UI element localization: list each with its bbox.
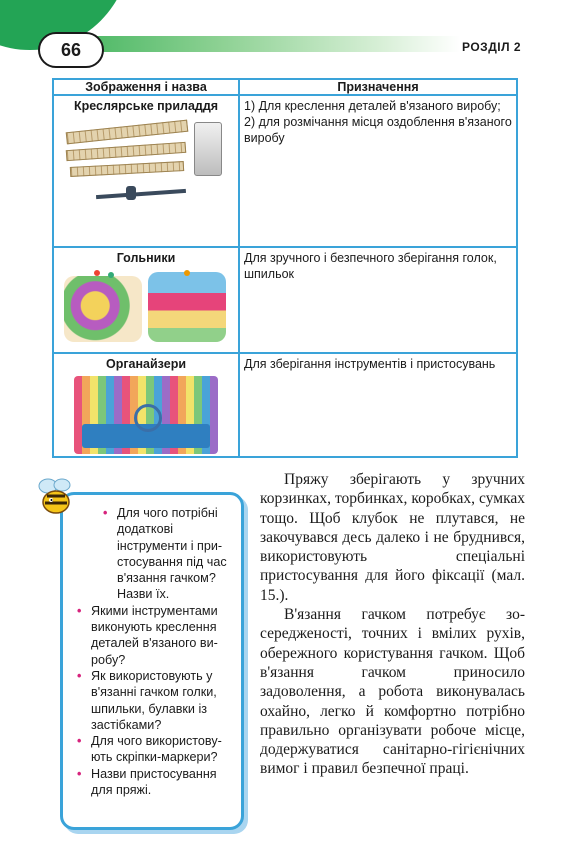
paragraph: Пряжу зберігають у зручних корзинках, торбинках, коробках, сумках тощо. Щоб клубок не плутався, не закочувався десь далеко і не бруднився, використовують спеціальні пристосування для його фіксації (мал. 15.). bbox=[260, 471, 525, 604]
tool-name: Гольники bbox=[116, 251, 176, 265]
purpose-text: Для зберігання інструментів і пристосувань bbox=[244, 357, 496, 371]
question-item: • Якими інструментами виконують креслення деталей в'язаного виробу? bbox=[77, 603, 233, 668]
section-label: РОЗДІЛ 2 bbox=[462, 40, 522, 54]
question-item: • Назви пристосування для пряжі. bbox=[77, 766, 233, 799]
body-text bbox=[260, 470, 525, 779]
pincushions-image bbox=[64, 270, 228, 348]
bee-icon bbox=[36, 476, 76, 516]
table-row bbox=[53, 95, 517, 247]
question-item: • Для чого потрібні додаткові інструменти і пристосування під час в'язання гачком? Назви їх. bbox=[77, 505, 233, 603]
question-item: • Для чого використовують скріпки-маркери? bbox=[77, 733, 233, 766]
tools-table bbox=[52, 78, 518, 458]
tool-name: Органайзери bbox=[105, 357, 187, 371]
table-row bbox=[53, 353, 517, 457]
tool-name: Креслярське приладдя bbox=[73, 99, 219, 113]
column-header: Зображення і назва bbox=[53, 79, 239, 95]
purpose-text: 1) Для креслення деталей в'язаного виробу; bbox=[244, 99, 501, 113]
table-cell-image bbox=[53, 353, 239, 457]
paragraph: В'язання гачком потребує зосередженості, точних і вмілих рухів, обережного користування гачком. Щоб в'язання гачком приносило задоволення, а робота виконувалась охайно, легко й комфортно потрібно правильно організувати робоче місце, додержуватися санітарно-гігієнічних вимог і правил безпечної праці. bbox=[260, 606, 525, 778]
table-cell-purpose bbox=[239, 247, 517, 353]
table-cell-purpose bbox=[239, 353, 517, 457]
drawing-tools-image bbox=[66, 118, 226, 214]
table-row bbox=[53, 247, 517, 353]
table-cell-image bbox=[53, 95, 239, 247]
column-header: Призначення bbox=[239, 79, 517, 95]
purpose-text: 2) для розмічання місця оздоблення в'язаного виробу bbox=[244, 115, 512, 145]
questions-box bbox=[60, 492, 244, 830]
page-number: 66 bbox=[38, 32, 104, 68]
question-item: • Як використовують у в'язанні гачком голки, шпильки, булавки із застібками? bbox=[77, 668, 233, 733]
header-band bbox=[60, 36, 460, 52]
organizer-image bbox=[74, 376, 218, 454]
questions-list bbox=[63, 505, 241, 798]
purpose-text: Для зручного і безпечного зберігання голок, шпильок bbox=[244, 251, 497, 281]
table-cell-purpose bbox=[239, 95, 517, 247]
table-header-row bbox=[53, 79, 517, 95]
table-cell-image bbox=[53, 247, 239, 353]
